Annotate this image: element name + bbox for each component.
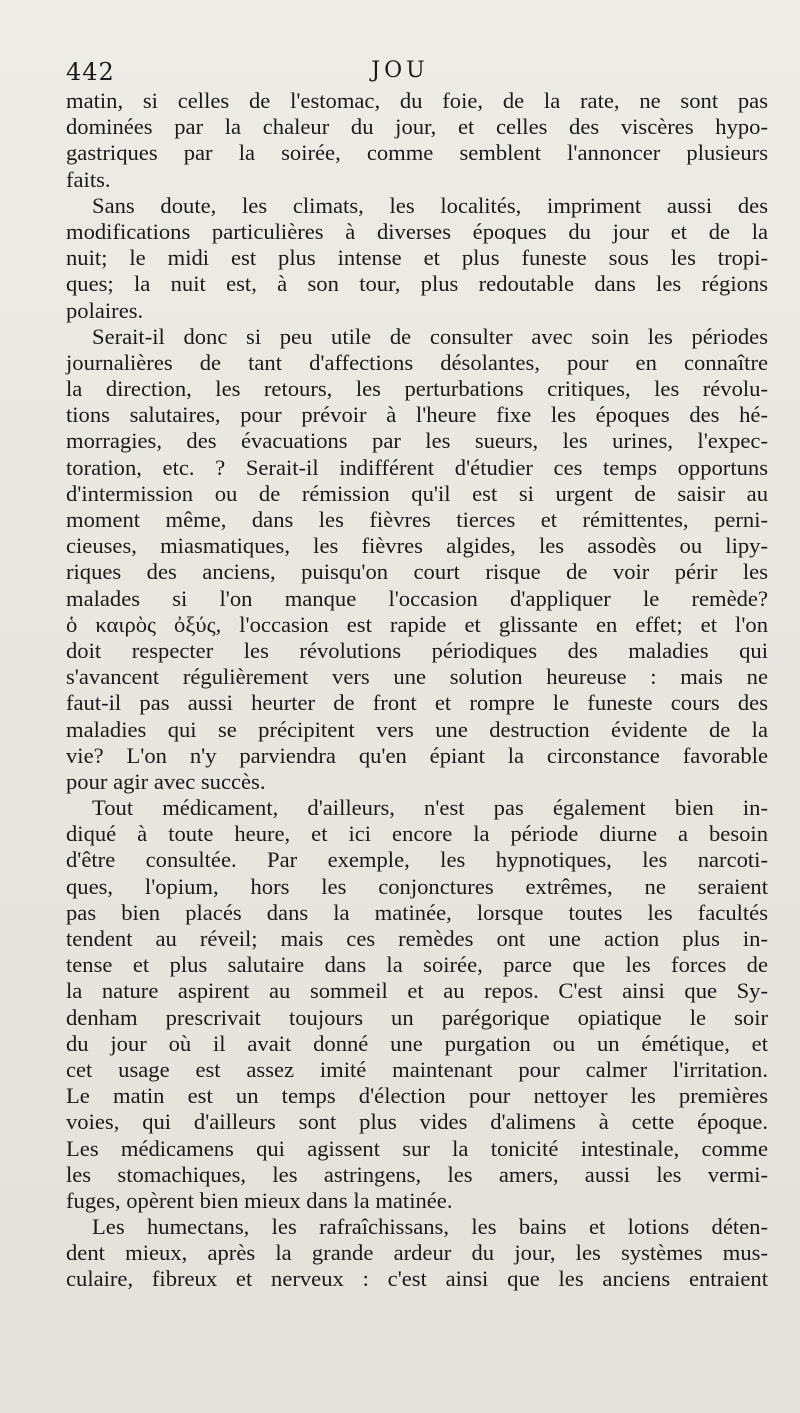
text-line: Les humectans, les rafraîchissans, les bains et lotions déten- <box>92 1214 768 1240</box>
text-line: s'avancent régulièrement vers une solution heureuse : mais ne <box>66 664 768 690</box>
text-line: cieuses, miasmatiques, les fièvres algides, les assodès ou lipy- <box>66 533 768 559</box>
text-line: gastriques par la soirée, comme semblent l'annoncer plusieurs <box>66 140 768 166</box>
text-line: modifications particulières à diverses époques du jour et de la <box>66 218 768 244</box>
text-line: vie? L'on n'y parviendra qu'en épiant la circonstance favorable <box>66 742 768 768</box>
body-text <box>66 88 768 1293</box>
text-line: dent mieux, après la grande ardeur du jour, les systèmes mus- <box>66 1240 768 1266</box>
text-line: journalières de tant d'affections désolantes, pour en connaître <box>66 349 768 375</box>
paragraph <box>66 324 768 795</box>
text-line: polaires. <box>66 297 144 323</box>
text-line: tense et plus salutaire dans la soirée, parce que les forces de <box>66 952 768 978</box>
text-line: moment même, dans les fièvres tierces et rémittentes, perni- <box>66 507 768 532</box>
paragraph <box>66 795 768 1214</box>
running-head: JOU <box>371 58 429 83</box>
text-line: ques; la nuit est, à son tour, plus redoutable dans les régions <box>66 271 768 297</box>
page-number: 442 <box>66 58 115 86</box>
text-line: faits. <box>66 166 111 192</box>
paragraph <box>66 88 768 193</box>
text-line: Les médicamens qui agissent sur la tonicité intestinale, comme <box>66 1135 768 1161</box>
paragraph <box>66 1214 768 1293</box>
text-line: les stomachiques, les astringens, les amers, aussi les vermi- <box>66 1161 768 1187</box>
text-line: Le matin est un temps d'élection pour nettoyer les premières <box>66 1083 768 1109</box>
text-line: matin, si celles de l'estomac, du foie, de la rate, ne sont pas <box>66 88 768 113</box>
text-line: ὁ καιρὸς ὀξύς, l'occasion est rapide et glissante en effet; et l'on <box>66 611 768 637</box>
text-line: denham prescrivait toujours un parégorique opiatique le soir <box>66 1004 768 1030</box>
text-line: d'être consultée. Par exemple, les hypnotiques, les narcoti- <box>66 847 768 873</box>
text-line: du jour où il avait donné une purgation ou un émétique, et <box>66 1030 768 1056</box>
text-line: morragies, des évacuations par les sueurs, les urines, l'expec- <box>66 428 768 454</box>
text-line: Serait-il donc si peu utile de consulter avec soin les périodes <box>92 323 768 349</box>
text-line: dominées par la chaleur du jour, et celles des viscères hypo- <box>66 114 768 140</box>
text-line: Sans doute, les climats, les localités, impriment aussi des <box>92 192 768 218</box>
text-line: pour agir avec succès. <box>66 768 266 794</box>
page-header <box>66 58 734 90</box>
text-line: toration, etc. ? Serait-il indifférent d'étudier ces temps opportuns <box>66 454 768 480</box>
text-line: faut-il pas aussi heurter de front et rompre le funeste cours des <box>66 690 768 716</box>
text-line: culaire, fibreux et nerveux : c'est ainsi que les anciens entraient <box>66 1266 768 1292</box>
text-line: la direction, les retours, les perturbations critiques, les révolu- <box>66 376 768 402</box>
text-line: d'intermission ou de rémission qu'il est si urgent de saisir au <box>66 480 768 506</box>
text-line: Tout médicament, d'ailleurs, n'est pas également bien in- <box>92 795 768 821</box>
text-line: maladies qui se précipitent vers une destruction évidente de la <box>66 716 768 742</box>
text-line: cet usage est assez imité maintenant pour calmer l'irritation. <box>66 1056 768 1082</box>
text-line: tions salutaires, pour prévoir à l'heure fixe les époques des hé- <box>66 402 768 428</box>
text-line: ques, l'opium, hors les conjonctures extrêmes, ne seraient <box>66 873 768 899</box>
text-line: fuges, opèrent bien mieux dans la matinée. <box>66 1187 453 1213</box>
paragraph <box>66 193 768 324</box>
text-line: diqué à toute heure, et ici encore la période diurne a besoin <box>66 821 768 847</box>
text-line: doit respecter les révolutions périodiques des maladies qui <box>66 637 768 663</box>
text-line: nuit; le midi est plus intense et plus funeste sous les tropi- <box>66 245 768 271</box>
text-line: la nature aspirent au sommeil et au repos. C'est ainsi que Sy- <box>66 978 768 1004</box>
text-line: tendent au réveil; mais ces remèdes ont une action plus in- <box>66 926 768 951</box>
text-line: pas bien placés dans la matinée, lorsque toutes les facultés <box>66 899 768 925</box>
text-line: voies, qui d'ailleurs sont plus vides d'alimens à cette époque. <box>66 1109 768 1135</box>
text-line: riques des anciens, puisqu'on court risque de voir périr les <box>66 559 768 585</box>
text-line: malades si l'on manque l'occasion d'appliquer le remède? <box>66 585 768 611</box>
